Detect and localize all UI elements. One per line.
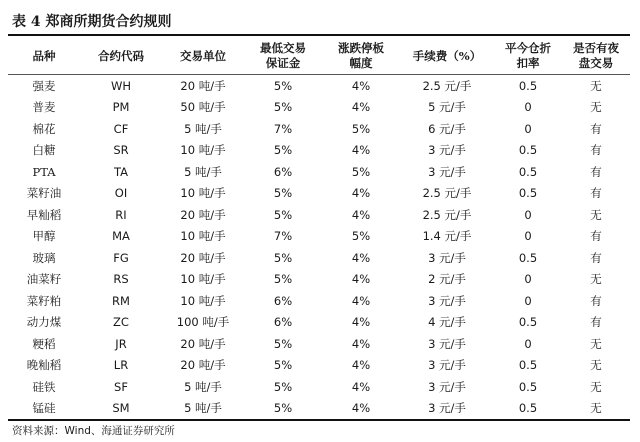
table-header <box>8 38 630 75</box>
cell-contract-code: FG <box>113 250 129 265</box>
cell-min-margin: 5% <box>273 358 293 373</box>
cell-price-limit: 4% <box>351 379 371 394</box>
table-row <box>8 161 630 183</box>
cell-close-today-discount: 0 <box>524 293 532 308</box>
cell-trading-unit: 10 吨/手 <box>180 272 226 287</box>
cell-fee: 3 元/手 <box>428 293 466 308</box>
cell-fee: 3 元/手 <box>428 358 466 373</box>
header-variety: 品种 <box>8 38 80 75</box>
cell-fee: 2 元/手 <box>428 272 466 287</box>
cell-contract-code: SM <box>112 401 130 416</box>
header-min-margin: 最低交易 保证金 <box>244 38 322 75</box>
table-row <box>8 183 630 205</box>
cell-price-limit: 4% <box>351 100 371 115</box>
cell-trading-unit: 10 吨/手 <box>180 143 226 158</box>
cell-close-today-discount: 0.5 <box>518 143 538 158</box>
cell-night-trading: 无 <box>590 100 602 115</box>
cell-trading-unit: 10 吨/手 <box>180 186 226 201</box>
cell-close-today-discount: 0 <box>524 100 532 115</box>
cell-night-trading: 无 <box>590 358 602 373</box>
cell-variety: 油菜籽 <box>26 272 62 287</box>
header-fee: 手续费（%） <box>400 38 494 75</box>
cell-close-today-discount: 0 <box>524 272 532 287</box>
table-row <box>8 398 630 420</box>
cell-close-today-discount: 0.5 <box>518 186 538 201</box>
cell-fee: 1.4 元/手 <box>422 229 472 244</box>
cell-variety: 玻璃 <box>32 250 56 265</box>
cell-contract-code: RI <box>115 207 127 222</box>
cell-price-limit: 4% <box>351 186 371 201</box>
header-trading-unit: 交易单位 <box>162 38 244 75</box>
cell-fee: 3 元/手 <box>428 164 466 179</box>
table-row <box>8 376 630 398</box>
cell-min-margin: 7% <box>273 121 293 136</box>
cell-trading-unit: 10 吨/手 <box>180 293 226 308</box>
cell-min-margin: 5% <box>273 186 293 201</box>
cell-night-trading: 无 <box>590 272 602 287</box>
header-price-limit: 涨跌停板 幅度 <box>322 38 400 75</box>
cell-variety: 普麦 <box>32 100 56 115</box>
table-row <box>8 75 630 97</box>
table-row <box>8 140 630 162</box>
cell-trading-unit: 10 吨/手 <box>180 229 226 244</box>
cell-variety: 甲醇 <box>32 229 56 244</box>
cell-price-limit: 4% <box>351 315 371 330</box>
table-row <box>8 118 630 140</box>
cell-close-today-discount: 0.5 <box>518 358 538 373</box>
cell-contract-code: JR <box>115 336 127 351</box>
cell-night-trading: 有 <box>590 186 602 201</box>
cell-night-trading: 有 <box>590 143 602 158</box>
cell-close-today-discount: 0.5 <box>518 250 538 265</box>
cell-close-today-discount: 0 <box>524 229 532 244</box>
cell-trading-unit: 100 吨/手 <box>176 315 230 330</box>
cell-night-trading: 有 <box>590 293 602 308</box>
cell-trading-unit: 20 吨/手 <box>180 78 226 93</box>
cell-price-limit: 5% <box>351 164 371 179</box>
cell-contract-code: WH <box>110 78 132 93</box>
cell-variety: 粳稻 <box>32 336 56 351</box>
cell-night-trading: 无 <box>590 336 602 351</box>
cell-contract-code: OI <box>114 186 128 201</box>
cell-price-limit: 5% <box>351 229 371 244</box>
cell-fee: 3 元/手 <box>428 379 466 394</box>
cell-min-margin: 6% <box>273 164 293 179</box>
cell-fee: 3 元/手 <box>428 250 466 265</box>
table-row <box>8 312 630 334</box>
cell-min-margin: 5% <box>273 207 293 222</box>
cell-trading-unit: 5 吨/手 <box>184 401 222 416</box>
contract-rules-table <box>8 38 630 419</box>
table-caption <box>8 8 630 34</box>
cell-close-today-discount: 0.5 <box>518 315 538 330</box>
cell-variety: 强麦 <box>32 78 56 93</box>
table-row <box>8 204 630 226</box>
cell-variety: 棉花 <box>32 121 56 136</box>
table-row <box>8 333 630 355</box>
cell-contract-code: SR <box>113 143 129 158</box>
bottom-rule <box>8 419 630 421</box>
cell-trading-unit: 5 吨/手 <box>184 164 222 179</box>
cell-fee: 2.5 元/手 <box>422 78 472 93</box>
cell-night-trading: 无 <box>590 78 602 93</box>
cell-price-limit: 4% <box>351 358 371 373</box>
cell-price-limit: 4% <box>351 143 371 158</box>
cell-contract-code: RM <box>112 293 130 308</box>
cell-price-limit: 4% <box>351 293 371 308</box>
cell-close-today-discount: 0 <box>524 336 532 351</box>
cell-close-today-discount: 0 <box>524 207 532 222</box>
table-title: 表 4 郑商所期货合约规则 <box>12 14 172 30</box>
cell-price-limit: 4% <box>351 207 371 222</box>
header-close-today-discount: 平今仓折 扣率 <box>494 38 562 75</box>
cell-close-today-discount: 0.5 <box>518 401 538 416</box>
cell-min-margin: 5% <box>273 401 293 416</box>
cell-contract-code: MA <box>112 229 130 244</box>
cell-min-margin: 5% <box>273 272 293 287</box>
cell-price-limit: 4% <box>351 78 371 93</box>
table-row <box>8 97 630 119</box>
cell-contract-code: ZC <box>113 315 129 330</box>
cell-fee: 2.5 元/手 <box>422 186 472 201</box>
source-note: 资料来源：Wind、海通证券研究所 <box>12 425 175 437</box>
cell-min-margin: 7% <box>273 229 293 244</box>
cell-variety: 锰硅 <box>32 401 56 416</box>
cell-fee: 2.5 元/手 <box>422 207 472 222</box>
cell-contract-code: TA <box>114 164 128 179</box>
cell-night-trading: 有 <box>590 229 602 244</box>
cell-night-trading: 无 <box>590 379 602 394</box>
cell-min-margin: 5% <box>273 336 293 351</box>
table-row <box>8 226 630 248</box>
cell-price-limit: 4% <box>351 401 371 416</box>
cell-trading-unit: 20 吨/手 <box>180 250 226 265</box>
cell-contract-code: SF <box>114 379 128 394</box>
cell-min-margin: 5% <box>273 78 293 93</box>
cell-trading-unit: 20 吨/手 <box>180 336 226 351</box>
cell-close-today-discount: 0 <box>524 121 532 136</box>
cell-min-margin: 6% <box>273 293 293 308</box>
cell-night-trading: 无 <box>590 401 602 416</box>
cell-variety: PTA <box>32 164 56 179</box>
cell-fee: 3 元/手 <box>428 143 466 158</box>
table-row <box>8 290 630 312</box>
cell-night-trading: 有 <box>590 315 602 330</box>
cell-min-margin: 5% <box>273 100 293 115</box>
cell-price-limit: 4% <box>351 250 371 265</box>
cell-variety: 早籼稻 <box>26 207 62 222</box>
table-row <box>8 355 630 377</box>
cell-min-margin: 5% <box>273 379 293 394</box>
cell-trading-unit: 5 吨/手 <box>184 121 222 136</box>
cell-variety: 菜籽油 <box>26 186 62 201</box>
cell-min-margin: 5% <box>273 250 293 265</box>
cell-fee: 5 元/手 <box>428 100 466 115</box>
table-row <box>8 247 630 269</box>
cell-trading-unit: 50 吨/手 <box>180 100 226 115</box>
cell-contract-code: LR <box>113 358 129 373</box>
cell-variety: 动力煤 <box>26 315 62 330</box>
cell-variety: 菜籽粕 <box>26 293 62 308</box>
header-night-trading: 是否有夜 盘交易 <box>562 38 630 75</box>
cell-contract-code: PM <box>112 100 130 115</box>
cell-trading-unit: 20 吨/手 <box>180 207 226 222</box>
cell-close-today-discount: 0.5 <box>518 379 538 394</box>
cell-price-limit: 4% <box>351 272 371 287</box>
table-row <box>8 269 630 291</box>
cell-variety: 晚籼稻 <box>26 358 62 373</box>
cell-night-trading: 无 <box>590 207 602 222</box>
table-body <box>8 75 630 420</box>
cell-trading-unit: 20 吨/手 <box>180 358 226 373</box>
cell-close-today-discount: 0.5 <box>518 78 538 93</box>
cell-contract-code: CF <box>113 121 129 136</box>
cell-night-trading: 有 <box>590 250 602 265</box>
top-rule <box>8 34 630 36</box>
cell-fee: 3 元/手 <box>428 336 466 351</box>
header-contract-code: 合约代码 <box>80 38 162 75</box>
cell-min-margin: 6% <box>273 315 293 330</box>
cell-contract-code: RS <box>113 272 129 287</box>
cell-price-limit: 5% <box>351 121 371 136</box>
cell-min-margin: 5% <box>273 143 293 158</box>
cell-fee: 6 元/手 <box>428 121 466 136</box>
cell-close-today-discount: 0.5 <box>518 164 538 179</box>
cell-variety: 白糖 <box>32 143 56 158</box>
cell-variety: 硅铁 <box>32 379 56 394</box>
header-row <box>8 38 630 75</box>
cell-night-trading: 有 <box>590 121 602 136</box>
cell-trading-unit: 5 吨/手 <box>184 379 222 394</box>
cell-fee: 3 元/手 <box>428 401 466 416</box>
cell-night-trading: 有 <box>590 164 602 179</box>
cell-price-limit: 4% <box>351 336 371 351</box>
cell-fee: 4 元/手 <box>428 315 466 330</box>
